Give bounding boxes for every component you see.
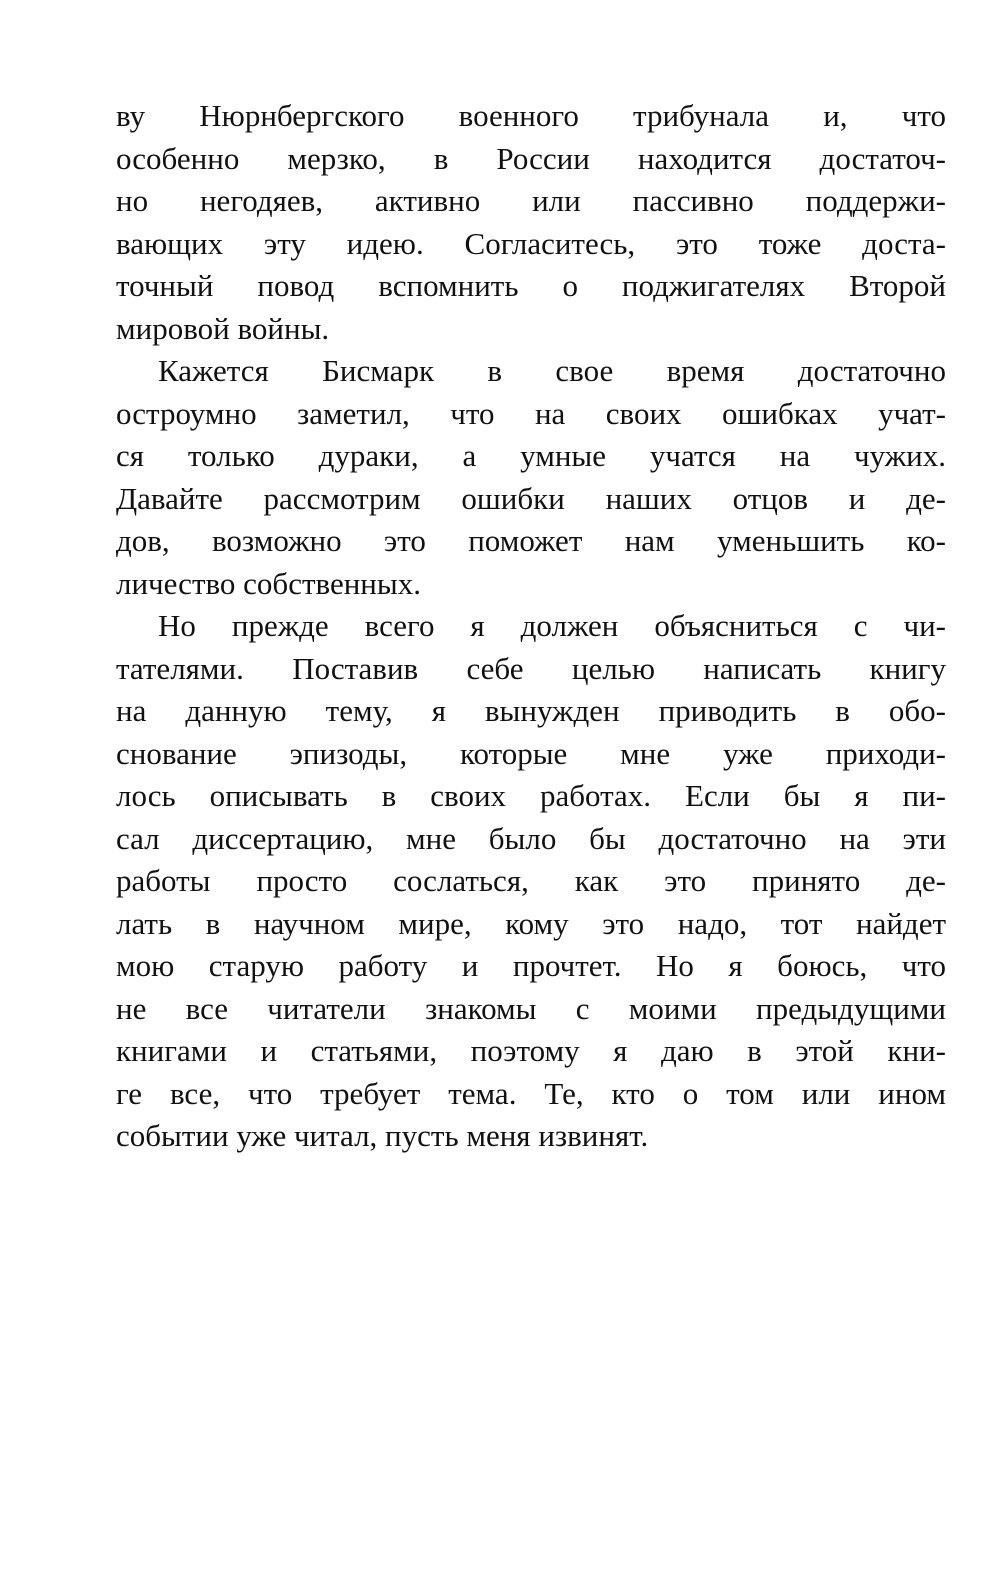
- text-line: особенно мерзко, в России находится достаточ-: [116, 140, 946, 176]
- text-line: ся только дураки, а умные учатся на чужих.: [116, 438, 946, 473]
- body-text: [116, 95, 946, 1158]
- text-line: ву Нюрнбергского военного трибунала и, что: [116, 98, 946, 133]
- text-line: на данную тему, я вынужден приводить в обо-: [116, 693, 946, 728]
- paragraph-1: [116, 95, 946, 350]
- text-line: но негодяев, активно или пассивно поддержи-: [116, 183, 946, 218]
- text-line: событии уже читал, пусть меня извинят.: [116, 1118, 649, 1153]
- text-line: Давайте рассмотрим ошибки наших отцов и де-: [116, 480, 946, 516]
- text-line: вающих эту идею. Согласитесь, это тоже доста-: [116, 225, 946, 261]
- text-line: снование эпизоды, которые мне уже приходи-: [116, 735, 946, 771]
- text-line: не все читатели знакомы с моими предыдущими: [116, 990, 946, 1026]
- text-line: мировой войны.: [116, 310, 330, 346]
- text-line: Но прежде всего я должен объясниться с чи-: [158, 608, 946, 643]
- text-line: книгами и статьями, поэтому я даю в этой кни-: [116, 1033, 946, 1068]
- text-line: тателями. Поставив себе целью написать книгу: [116, 650, 946, 686]
- text-line: мою старую работу и прочтет. Но я боюсь, что: [116, 948, 946, 983]
- text-line: лать в научном мире, кому это надо, тот найдет: [116, 905, 946, 941]
- text-line: ге все, что требует тема. Те, кто о том или ином: [116, 1075, 946, 1111]
- text-line: сал диссертацию, мне было бы достаточно на эти: [116, 820, 946, 856]
- text-line: личество собственных.: [116, 565, 421, 601]
- paragraph-2: [116, 350, 946, 605]
- text-line: дов, возможно это поможет нам уменьшить ко-: [116, 523, 946, 558]
- text-line: работы просто сослаться, как это принято де-: [116, 863, 946, 898]
- text-line: остроумно заметил, что на своих ошибках учат-: [116, 395, 946, 431]
- text-line: Кажется Бисмарк в свое время достаточно: [158, 353, 946, 388]
- paragraph-3: [116, 605, 946, 1158]
- text-line: точный повод вспомнить о поджигателях Второй: [116, 268, 946, 303]
- text-line: лось описывать в своих работах. Если бы я пи-: [116, 778, 946, 813]
